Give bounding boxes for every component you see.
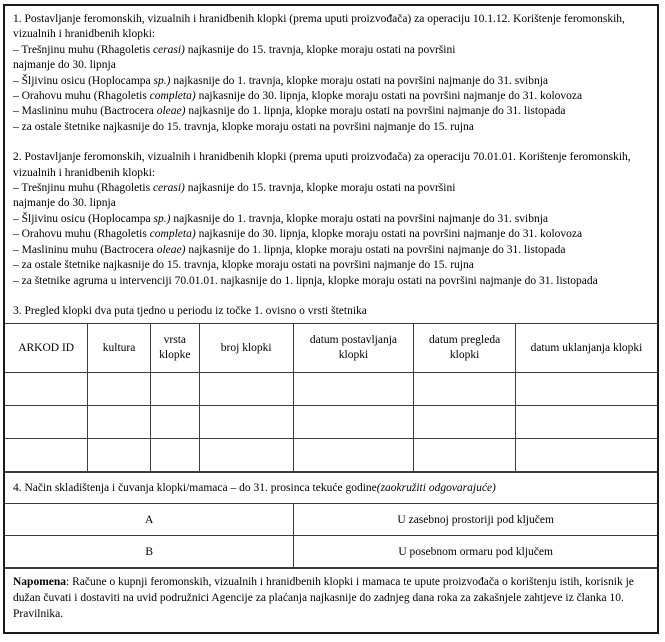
section-1-intro: 1. Postavljanje feromonskih, vizualnih i hranidbenih klopki (prema uputi proizvođača) za operaciju 10.1.12. Korištenje feromonskih, vizualnih i hranidbenih klopki:: [13, 13, 625, 41]
empty-cell: [88, 406, 151, 439]
storage-options-table: [5, 503, 657, 568]
trap-deadline-item: [13, 243, 649, 258]
item-text: najkasnije do 1. travnja, klopke moraju ostati na površini najmanje do 31. svibnja: [170, 212, 548, 225]
empty-cell: [293, 373, 414, 406]
species-italic: oleae): [156, 105, 186, 118]
species-italic: sp.): [153, 74, 171, 87]
species-italic: completa): [149, 90, 196, 103]
note-lead: Napomena: [13, 576, 67, 589]
column-header-kultura: kultura: [88, 324, 151, 373]
trap-deadline-item: [13, 227, 649, 242]
column-header-broj-klopki: broj klopki: [199, 324, 293, 373]
item-text: – Orahovu muhu (Rhagoletis: [13, 228, 150, 241]
empty-cell: [150, 406, 199, 439]
option-label: U posebnom ormaru pod ključem: [294, 536, 657, 568]
empty-cell: [515, 373, 657, 406]
item-text: najkasnije do 1. lipnja, klopke moraju ostati na površini najmanje do 31. listopada: [185, 243, 566, 256]
trap-deadline-item: [13, 120, 649, 135]
empty-cell: [5, 439, 88, 472]
item-text: najkasnije do 30. lipnja, klopke moraju ostati na površini najmanje do 31. kolovoza: [195, 90, 583, 103]
option-code: B: [5, 536, 294, 568]
item-text: – Maslininu muhu (Bactrocera: [13, 243, 157, 256]
empty-cell: [515, 439, 657, 472]
table-row: [5, 373, 657, 406]
section-3-title: 3. Pregled klopki dva puta tjedno u periodu iz točke 1. ovisno o vrsti štetnika: [13, 304, 367, 317]
section-4-text: 4. Način skladištenja i čuvanja klopki/mamaca – do 31. prosinca tekuće godine: [13, 482, 377, 495]
section-4-title: [5, 472, 657, 503]
empty-cell: [293, 406, 414, 439]
option-code: A: [5, 504, 294, 536]
top-text-block: [5, 6, 657, 319]
empty-cell: [5, 406, 88, 439]
trap-deadline-item: [13, 89, 649, 104]
empty-cell: [199, 439, 293, 472]
empty-cell: [414, 406, 516, 439]
empty-cell: [293, 439, 414, 472]
item-text: – Šljivinu osicu (Hoplocampa: [13, 74, 154, 87]
trap-deadline-item: [13, 43, 649, 58]
empty-cell: [5, 373, 88, 406]
species-italic: cerasi): [152, 43, 185, 56]
table-row: [5, 439, 657, 472]
note-text: : Račune o kupnji feromonskih, vizualnih i hranidbenih klopki i mamaca te upute proizvođača o korištenju istih, korisnik je dužan čuvati i dostaviti na uvid podružnici Agencije za plaćanja najkasnije do zadnjeg dana roka za zakašnjele zahtjeve iz članka 10. Pravilnika.: [13, 576, 634, 620]
column-header-datum-uklanjanja: datum uklanjanja klopki: [515, 324, 657, 373]
item-text: – Šljivinu osicu (Hoplocampa: [13, 212, 154, 225]
item-text: najmanje do 30. lipnja: [13, 59, 116, 72]
item-text: – za ostale štetnike najkasnije do 15. travnja, klopke moraju ostati na površini najmanje do 15. rujna: [13, 120, 474, 133]
section-2-intro: 2. Postavljanje feromonskih, vizualnih i hranidbenih klopki (prema uputi proizvođača) za operaciju 70.01.01. Korištenje feromonskih, vizualnih i hranidbenih klopki:: [13, 151, 631, 179]
empty-cell: [150, 373, 199, 406]
table-row: [5, 406, 657, 439]
trap-deadline-item: [13, 104, 649, 119]
empty-cell: [199, 373, 293, 406]
trap-deadline-item: [13, 274, 649, 289]
species-italic: completa): [149, 228, 196, 241]
trap-deadline-item: [13, 212, 649, 227]
storage-option-row-b: [5, 536, 657, 568]
column-header-datum-pregleda: datum pregleda klopki: [414, 324, 516, 373]
trap-inspection-table: [5, 323, 657, 472]
column-header-arkod-id: ARKOD ID: [5, 324, 88, 373]
species-italic: sp.): [153, 212, 171, 225]
trap-deadline-item: [13, 181, 649, 196]
trap-deadline-item: [13, 74, 649, 89]
species-italic: oleae): [156, 243, 186, 256]
trap-deadline-item: [13, 196, 649, 211]
empty-cell: [88, 373, 151, 406]
note-block: [5, 568, 657, 628]
trap-deadline-item: [13, 258, 649, 273]
spacer: [13, 135, 649, 150]
empty-cell: [88, 439, 151, 472]
empty-cell: [199, 406, 293, 439]
item-text: najmanje do 30. lipnja: [13, 197, 116, 210]
storage-option-row-a: [5, 504, 657, 536]
empty-cell: [414, 439, 516, 472]
column-header-datum-postavljanja: datum postavljanja klopki: [293, 324, 414, 373]
species-italic: cerasi): [152, 182, 185, 195]
empty-cell: [414, 373, 516, 406]
item-text: najkasnije do 15. travnja, klopke moraju ostati na površini: [184, 43, 456, 56]
item-text: – Trešnjinu muhu (Rhagoletis: [13, 43, 153, 56]
item-text: najkasnije do 15. travnja, klopke moraju ostati na površini: [184, 182, 456, 195]
item-text: najkasnije do 1. travnja, klopke moraju ostati na površini najmanje do 31. svibnja: [170, 74, 548, 87]
item-text: najkasnije do 1. lipnja, klopke moraju ostati na površini najmanje do 31. listopada: [185, 105, 566, 118]
item-text: najkasnije do 30. lipnja, klopke moraju ostati na površini najmanje do 31. kolovoza: [195, 228, 583, 241]
column-header-vrsta-klopke: vrsta klopke: [150, 324, 199, 373]
spacer: [13, 289, 649, 304]
table-header-row: [5, 324, 657, 373]
empty-cell: [150, 439, 199, 472]
item-text: – za štetnike agruma u intervenciji 70.01.01. najkasnije do 1. lipnja, klopke moraju ostati na površini najmanje do 31. listopada: [13, 274, 598, 287]
item-text: – Trešnjinu muhu (Rhagoletis: [13, 182, 153, 195]
trap-deadline-item: [13, 58, 649, 73]
item-text: – Maslininu muhu (Bactrocera: [13, 105, 157, 118]
option-label: U zasebnoj prostoriji pod ključem: [294, 504, 657, 536]
item-text: – Orahovu muhu (Rhagoletis: [13, 90, 150, 103]
empty-cell: [515, 406, 657, 439]
item-text: – za ostale štetnike najkasnije do 15. travnja, klopke moraju ostati na površini najmanje do 15. rujna: [13, 259, 474, 272]
section-4-italic: (zaokružiti odgovarajuće): [376, 482, 496, 495]
form-document: [3, 4, 659, 634]
